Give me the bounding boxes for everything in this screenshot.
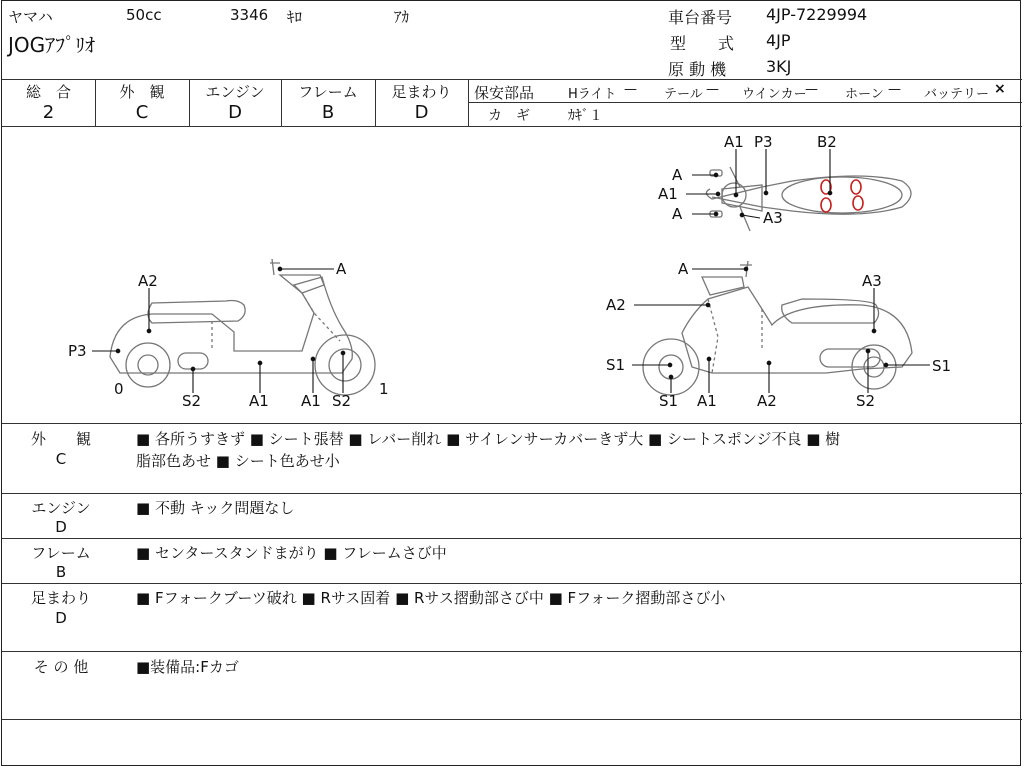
safety-item-battery: バッテリー [924,87,990,102]
detail-grade-engine: D [55,518,67,536]
label-right-s1: S1 [606,356,626,374]
scooter-top-view [706,167,911,231]
label-left-a1-b: A1 [301,392,321,410]
model-name: JOGｱﾌﾟﾘｵ [8,33,96,57]
grade-value-total: 2 [42,102,55,123]
label-left-a: A [336,260,347,278]
divider [2,79,1022,80]
label-right-s1-c: S1 [659,392,679,410]
label-left-s2: S2 [182,392,202,410]
frame-no-label: 車台番号 [668,8,733,27]
displacement: 50cc [126,6,162,24]
label-top-p3: P3 [754,133,773,151]
label-right-a2: A2 [606,296,626,314]
type-value: 4JP [766,31,791,50]
divider [2,583,1022,584]
label-left-p3: P3 [68,342,87,360]
detail-title-engine: エンジン [31,499,91,517]
detail-title-frame: フレーム [31,544,91,562]
mileage: 3346 [230,6,269,24]
safety-item-horn: ホーン [845,87,884,102]
grade-value-frame: B [321,102,335,123]
grade-label-frame: フレーム [298,83,358,101]
key-label: カ ギ [488,108,530,124]
safety-mark-tail: — [706,82,719,97]
label-top-a1-b: A1 [658,185,678,203]
divider [2,719,1022,720]
label-top-b2: B2 [817,133,837,151]
label-left-s2-b: S2 [332,392,352,410]
mileage-unit: ｷﾛ [287,8,303,26]
label-top-a1: A1 [724,133,744,151]
label-top-a: A [672,166,683,184]
divider [2,538,1022,539]
grade-label-total: 総 合 [25,83,71,101]
divider [468,102,1022,103]
label-right-a: A [678,260,689,278]
inspection-sheet [1,0,1021,766]
detail-grade-frame: B [55,563,67,581]
divider [2,493,1022,494]
safety-item-headlight: Hライト [568,87,617,102]
maker: ヤマハ [8,8,53,26]
detail-title-exterior: 外 観 [30,430,91,448]
detail-text-suspension: ■ Fフォークブーツ破れ ■ Rサス固着 ■ Rサス摺動部さび中 ■ Fフォーク摺動部さび小 [136,589,726,607]
label-top-a-b: A [672,205,683,223]
safety-item-winker: ウインカー [742,87,807,102]
detail-grade-exterior: C [55,450,67,468]
detail-title-other: そ の 他 [33,658,89,676]
detail-title-suspension: 足まわり [30,589,91,607]
safety-mark-battery: × [994,81,1006,97]
engine-label: 原 動 機 [668,60,727,79]
label-right-a2-b: A2 [757,392,777,410]
safety-mark-horn: — [888,82,901,97]
frame-no: 4JP-7229994 [766,5,868,24]
safety-mark-winker: — [805,82,818,97]
grade-label-engine: エンジン [205,83,265,101]
detail-text-engine: ■ 不動 キック問題なし [136,499,295,517]
label-left-zero: 0 [114,380,124,398]
divider [2,423,1022,424]
detail-text-exterior: ■ 各所うすきず ■ シート張替 ■ レバー削れ ■ サイレンサーカバーきず大 ■ シートスポンジ不良 ■ 樹 [136,430,841,448]
label-right-a1: A1 [697,392,717,410]
engine-value: 3KJ [766,57,792,76]
label-right-s1-b: S1 [932,357,952,375]
key-value: ｶｷﾞ１ [568,108,603,124]
label-right-a3: A3 [862,272,882,290]
detail-text-other: ■装備品:Fカゴ [136,658,239,676]
label-left-one: 1 [379,380,389,398]
safety-mark-headlight: — [624,82,637,97]
grade-label-exterior: 外 観 [119,83,165,101]
label-right-s2: S2 [856,392,876,410]
safety-label: 保安部品 [474,84,535,102]
divider [2,651,1022,652]
color: ｱｶ [394,8,410,26]
detail-text-exterior-cont: 脂部色あせ ■ シート色あせ小 [136,452,340,470]
safety-item-tail: テール [664,87,703,102]
label-left-a2: A2 [138,272,158,290]
grade-label-suspension: 足まわり [391,83,452,101]
grade-value-engine: D [228,102,242,123]
divider [468,79,469,126]
detail-grade-suspension: D [55,609,67,627]
damage-marks [821,180,863,212]
grade-value-exterior: C [135,102,149,123]
label-top-a3: A3 [763,209,783,227]
damage-diagram [2,127,1022,423]
type-label: 型 式 [670,34,735,53]
grade-value-suspension: D [414,102,429,123]
detail-text-frame: ■ センタースタンドまがり ■ フレームさび中 [136,544,447,562]
label-left-a1: A1 [249,392,269,410]
